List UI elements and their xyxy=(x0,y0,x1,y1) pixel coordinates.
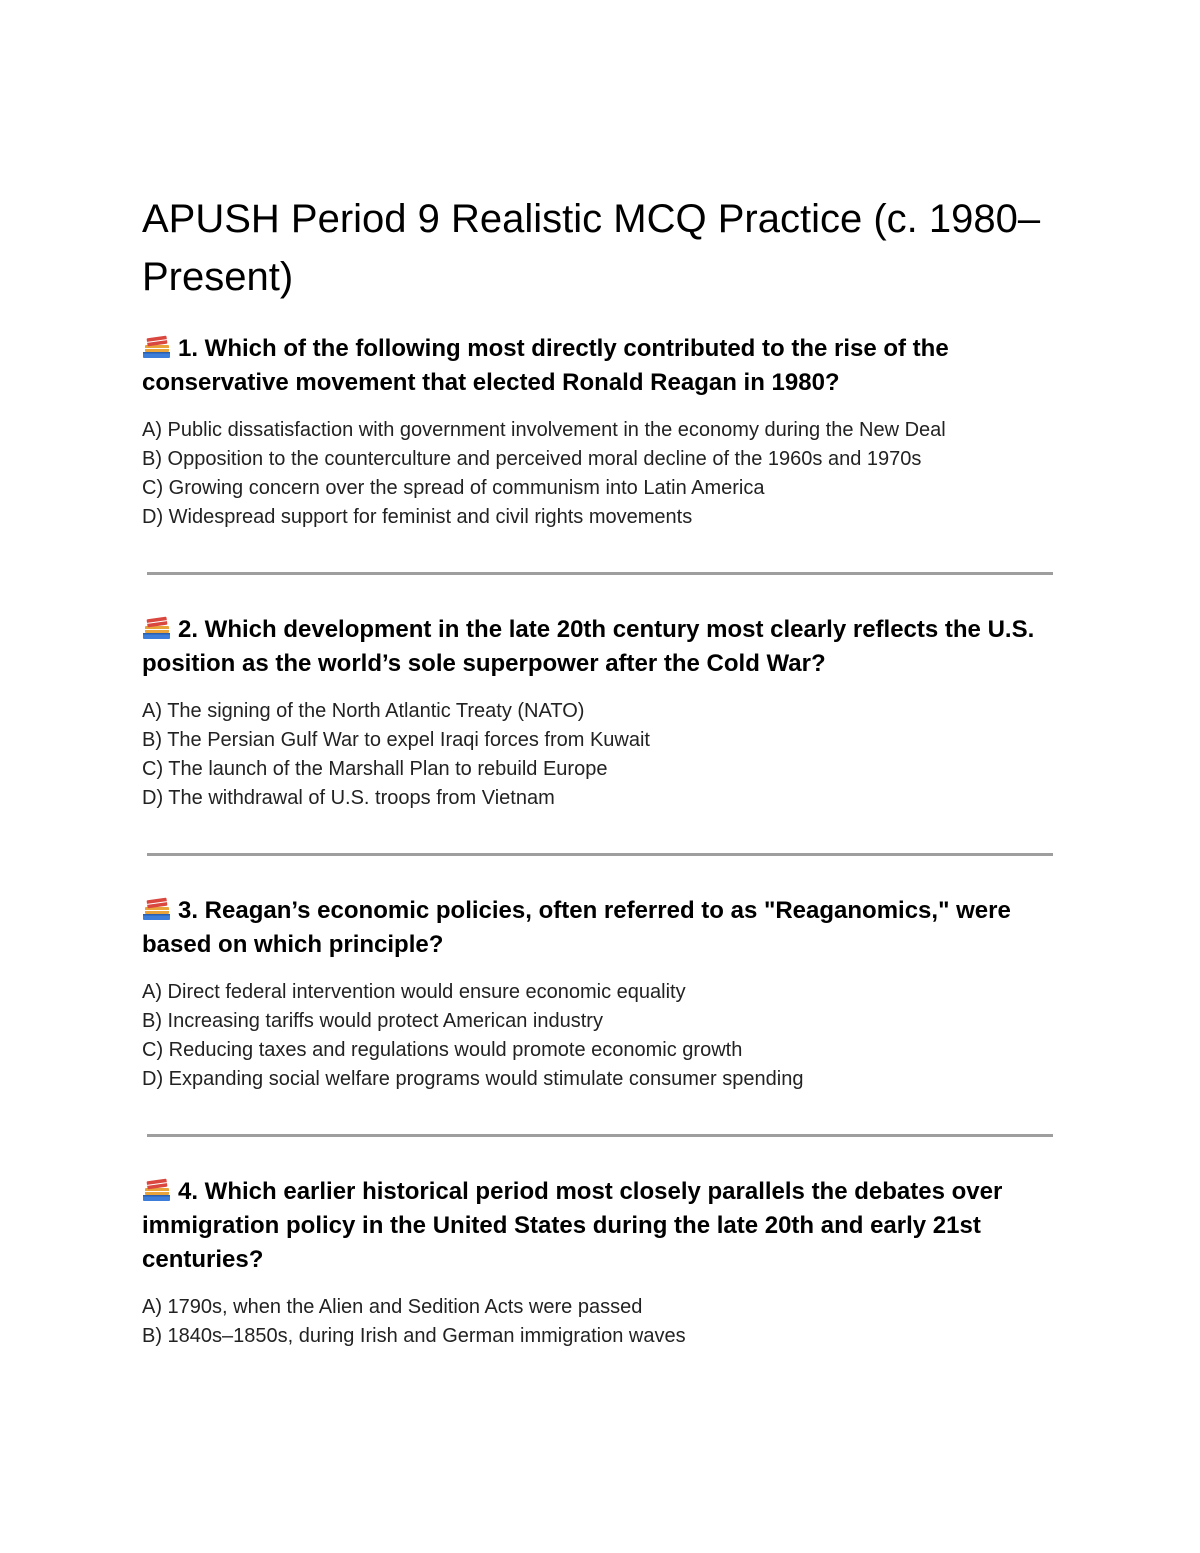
books-icon xyxy=(142,897,172,921)
question-2-options xyxy=(142,697,1062,813)
question-block-2 xyxy=(142,613,1062,813)
option-2d: D) The withdrawal of U.S. troops from Vietnam xyxy=(142,787,555,809)
option-4b: B) 1840s–1850s, during Irish and German immigration waves xyxy=(142,1325,686,1347)
question-3-text: 3. Reagan’s economic policies, often referred to as "Reaganomics," were based on which principle? xyxy=(142,897,1011,958)
question-3-options xyxy=(142,978,1062,1094)
option-2b: B) The Persian Gulf War to expel Iraqi forces from Kuwait xyxy=(142,729,650,751)
option-1c: C) Growing concern over the spread of communism into Latin America xyxy=(142,477,765,499)
section-divider xyxy=(147,1134,1053,1137)
question-1-options xyxy=(142,416,1062,532)
question-1-text: 1. Which of the following most directly contributed to the rise of the conservative movement that elected Ronald Reagan in 1980? xyxy=(142,335,949,396)
option-1d: D) Widespread support for feminist and civil rights movements xyxy=(142,506,693,528)
option-4a: A) 1790s, when the Alien and Sedition Acts were passed xyxy=(142,1296,643,1318)
books-icon xyxy=(142,1178,172,1202)
question-4-options xyxy=(142,1293,1062,1351)
question-3 xyxy=(142,894,1062,962)
option-3b: B) Increasing tariffs would protect American industry xyxy=(142,1010,603,1032)
question-block-1 xyxy=(142,332,1062,532)
question-block-3 xyxy=(142,894,1062,1094)
option-3c: C) Reducing taxes and regulations would promote economic growth xyxy=(142,1039,743,1061)
question-2 xyxy=(142,613,1062,681)
section-divider xyxy=(147,572,1053,575)
document-title: APUSH Period 9 Realistic MCQ Practice (c. 1980–Present) xyxy=(142,197,1041,299)
books-icon xyxy=(142,616,172,640)
question-4-text: 4. Which earlier historical period most closely parallels the debates over immigration policy in the United States during the late 20th and early 21st centuries? xyxy=(142,1178,1003,1273)
question-4 xyxy=(142,1175,1062,1277)
question-2-text: 2. Which development in the late 20th century most clearly reflects the U.S. position as the world’s sole superpower after the Cold War? xyxy=(142,616,1035,677)
option-2a: A) The signing of the North Atlantic Treaty (NATO) xyxy=(142,700,585,722)
option-2c: C) The launch of the Marshall Plan to rebuild Europe xyxy=(142,758,608,780)
document-page xyxy=(142,190,1062,1351)
books-icon xyxy=(142,335,172,359)
question-block-4 xyxy=(142,1175,1062,1351)
option-1a: A) Public dissatisfaction with government involvement in the economy during the New Deal xyxy=(142,419,946,441)
option-3a: A) Direct federal intervention would ensure economic equality xyxy=(142,981,686,1003)
option-3d: D) Expanding social welfare programs would stimulate consumer spending xyxy=(142,1068,804,1090)
section-divider xyxy=(147,853,1053,856)
option-1b: B) Opposition to the counterculture and perceived moral decline of the 1960s and 1970s xyxy=(142,448,922,470)
question-1 xyxy=(142,332,1062,400)
